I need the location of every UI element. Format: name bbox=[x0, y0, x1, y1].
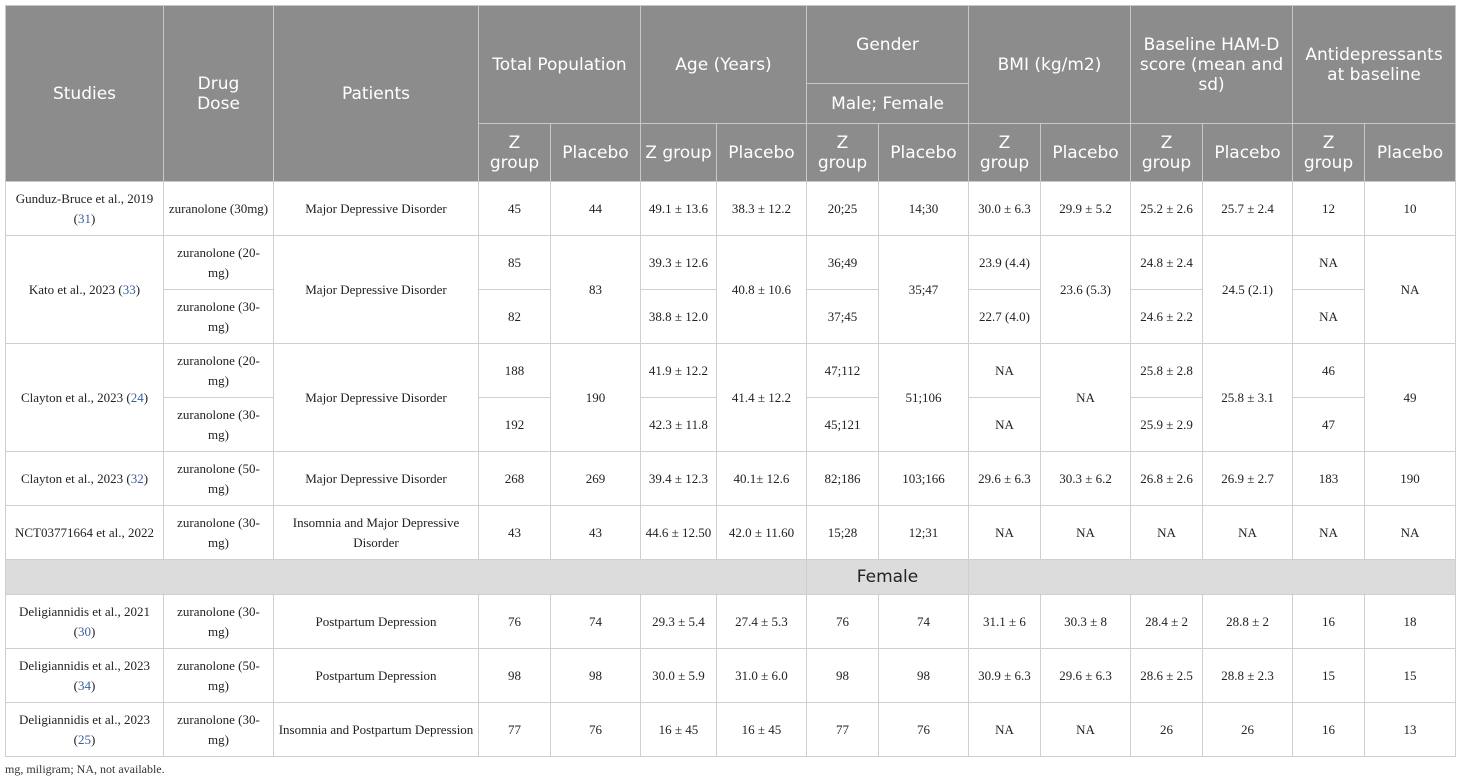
hamd-z-cell: 25.2 ± 2.6 bbox=[1131, 182, 1203, 236]
table-row bbox=[6, 649, 1456, 703]
pop-z-cell: 43 bbox=[479, 506, 551, 560]
hamd-p-cell: 25.7 ± 2.4 bbox=[1203, 182, 1293, 236]
header-bmi: BMI (kg/m2) bbox=[969, 6, 1131, 124]
study-cell: Deligiannidis et al., 2023 (25) bbox=[6, 703, 164, 757]
hamd-p-cell: 26 bbox=[1203, 703, 1293, 757]
header-age-z: Z group bbox=[641, 124, 717, 182]
ad-z-cell: 183 bbox=[1293, 452, 1365, 506]
header-patients: Patients bbox=[274, 6, 479, 182]
ad-p-cell: 15 bbox=[1365, 649, 1456, 703]
hamd-z-cell: 25.8 ± 2.8 bbox=[1131, 344, 1203, 398]
section-label-female: Female bbox=[807, 560, 969, 595]
ad-p-cell: 49 bbox=[1365, 344, 1456, 452]
bmi-p-cell: NA bbox=[1041, 506, 1131, 560]
gender-z-cell: 47;112 bbox=[807, 344, 879, 398]
patients-cell: Insomnia and Major Depressive Disorder bbox=[274, 506, 479, 560]
pop-p-cell: 190 bbox=[551, 344, 641, 452]
dose-cell: zuranolone (30-mg) bbox=[164, 398, 274, 452]
dose-cell: zuranolone (50-mg) bbox=[164, 452, 274, 506]
hamd-z-cell: NA bbox=[1131, 506, 1203, 560]
pop-z-cell: 85 bbox=[479, 236, 551, 290]
patients-cell: Major Depressive Disorder bbox=[274, 452, 479, 506]
patients-cell: Postpartum Depression bbox=[274, 649, 479, 703]
ad-p-cell: 18 bbox=[1365, 595, 1456, 649]
ad-z-cell: NA bbox=[1293, 236, 1365, 290]
gender-z-cell: 82;186 bbox=[807, 452, 879, 506]
bmi-p-cell: 29.6 ± 6.3 bbox=[1041, 649, 1131, 703]
ad-p-cell: 13 bbox=[1365, 703, 1456, 757]
header-bmi-placebo: Placebo bbox=[1041, 124, 1131, 182]
pop-p-cell: 83 bbox=[551, 236, 641, 344]
header-gender: Gender bbox=[807, 6, 969, 84]
gender-z-cell: 76 bbox=[807, 595, 879, 649]
bmi-z-cell: NA bbox=[969, 703, 1041, 757]
ad-z-cell: 47 bbox=[1293, 398, 1365, 452]
gender-p-cell: 12;31 bbox=[879, 506, 969, 560]
separator-blank bbox=[969, 560, 1456, 595]
ad-z-cell: NA bbox=[1293, 290, 1365, 344]
hamd-z-cell: 25.9 ± 2.9 bbox=[1131, 398, 1203, 452]
gender-z-cell: 15;28 bbox=[807, 506, 879, 560]
age-z-cell: 41.9 ± 12.2 bbox=[641, 344, 717, 398]
header-age-placebo: Placebo bbox=[717, 124, 807, 182]
header-hamd: Baseline HAM-D score (mean and sd) bbox=[1131, 6, 1293, 124]
ad-z-cell: 12 bbox=[1293, 182, 1365, 236]
age-p-cell: 40.8 ± 10.6 bbox=[717, 236, 807, 344]
study-cell: Clayton et al., 2023 (24) bbox=[6, 344, 164, 452]
header-pop-z: Z group bbox=[479, 124, 551, 182]
header-hamd-placebo: Placebo bbox=[1203, 124, 1293, 182]
dose-cell: zuranolone (30mg) bbox=[164, 182, 274, 236]
citation-link[interactable]: 25 bbox=[78, 731, 91, 747]
ad-z-cell: 16 bbox=[1293, 595, 1365, 649]
patients-cell: Postpartum Depression bbox=[274, 595, 479, 649]
bmi-z-cell: 29.6 ± 6.3 bbox=[969, 452, 1041, 506]
age-p-cell: 41.4 ± 12.2 bbox=[717, 344, 807, 452]
age-z-cell: 39.4 ± 12.3 bbox=[641, 452, 717, 506]
bmi-p-cell: 30.3 ± 8 bbox=[1041, 595, 1131, 649]
header-gender-z: Z group bbox=[807, 124, 879, 182]
hamd-z-cell: 24.6 ± 2.2 bbox=[1131, 290, 1203, 344]
table-row bbox=[6, 506, 1456, 560]
ad-p-cell: NA bbox=[1365, 236, 1456, 344]
header-bmi-z: Z group bbox=[969, 124, 1041, 182]
age-z-cell: 16 ± 45 bbox=[641, 703, 717, 757]
bmi-p-cell: NA bbox=[1041, 344, 1131, 452]
header-studies: Studies bbox=[6, 6, 164, 182]
bmi-p-cell: 30.3 ± 6.2 bbox=[1041, 452, 1131, 506]
gender-p-cell: 51;106 bbox=[879, 344, 969, 452]
hamd-p-cell: 25.8 ± 3.1 bbox=[1203, 344, 1293, 452]
hamd-p-cell: 28.8 ± 2 bbox=[1203, 595, 1293, 649]
ad-p-cell: NA bbox=[1365, 506, 1456, 560]
age-p-cell: 42.0 ± 11.60 bbox=[717, 506, 807, 560]
hamd-p-cell: 24.5 (2.1) bbox=[1203, 236, 1293, 344]
ad-z-cell: 15 bbox=[1293, 649, 1365, 703]
table-row bbox=[6, 595, 1456, 649]
table-row bbox=[6, 703, 1456, 757]
pop-z-cell: 98 bbox=[479, 649, 551, 703]
bmi-z-cell: NA bbox=[969, 398, 1041, 452]
gender-p-cell: 98 bbox=[879, 649, 969, 703]
hamd-z-cell: 28.4 ± 2 bbox=[1131, 595, 1203, 649]
bmi-p-cell: NA bbox=[1041, 703, 1131, 757]
studies-table bbox=[5, 5, 1456, 757]
dose-cell: zuranolone (30-mg) bbox=[164, 703, 274, 757]
age-p-cell: 16 ± 45 bbox=[717, 703, 807, 757]
bmi-z-cell: 22.7 (4.0) bbox=[969, 290, 1041, 344]
bmi-z-cell: 23.9 (4.4) bbox=[969, 236, 1041, 290]
header-age: Age (Years) bbox=[641, 6, 807, 124]
patients-cell: Major Depressive Disorder bbox=[274, 182, 479, 236]
pop-z-cell: 268 bbox=[479, 452, 551, 506]
age-z-cell: 44.6 ± 12.50 bbox=[641, 506, 717, 560]
bmi-z-cell: NA bbox=[969, 506, 1041, 560]
study-cell: Gunduz-Bruce et al., 2019 (31) bbox=[6, 182, 164, 236]
dose-cell: zuranolone (30-mg) bbox=[164, 506, 274, 560]
citation-link[interactable]: 30 bbox=[78, 623, 91, 639]
header-drug-dose: Drug Dose bbox=[164, 6, 274, 182]
gender-z-cell: 98 bbox=[807, 649, 879, 703]
age-z-cell: 38.8 ± 12.0 bbox=[641, 290, 717, 344]
age-p-cell: 31.0 ± 6.0 bbox=[717, 649, 807, 703]
header-antidepressants: Antidepressants at baseline bbox=[1293, 6, 1456, 124]
citation-link[interactable]: 33 bbox=[122, 281, 136, 297]
gender-z-cell: 20;25 bbox=[807, 182, 879, 236]
bmi-z-cell: 31.1 ± 6 bbox=[969, 595, 1041, 649]
citation-link[interactable]: 31 bbox=[78, 210, 91, 226]
header-gender-sub: Male; Female bbox=[807, 84, 969, 124]
ad-z-cell: NA bbox=[1293, 506, 1365, 560]
header-pop-placebo: Placebo bbox=[551, 124, 641, 182]
patients-cell: Major Depressive Disorder bbox=[274, 236, 479, 344]
age-z-cell: 42.3 ± 11.8 bbox=[641, 398, 717, 452]
gender-p-cell: 74 bbox=[879, 595, 969, 649]
pop-z-cell: 77 bbox=[479, 703, 551, 757]
hamd-p-cell: 26.9 ± 2.7 bbox=[1203, 452, 1293, 506]
gender-z-cell: 36;49 bbox=[807, 236, 879, 290]
header-gender-placebo: Placebo bbox=[879, 124, 969, 182]
ad-p-cell: 10 bbox=[1365, 182, 1456, 236]
dose-cell: zuranolone (20-mg) bbox=[164, 344, 274, 398]
header-total-population: Total Population bbox=[479, 6, 641, 124]
age-z-cell: 30.0 ± 5.9 bbox=[641, 649, 717, 703]
pop-p-cell: 44 bbox=[551, 182, 641, 236]
gender-p-cell: 103;166 bbox=[879, 452, 969, 506]
pop-z-cell: 188 bbox=[479, 344, 551, 398]
ad-p-cell: 190 bbox=[1365, 452, 1456, 506]
hamd-p-cell: NA bbox=[1203, 506, 1293, 560]
ad-z-cell: 16 bbox=[1293, 703, 1365, 757]
header-ad-z: Z group bbox=[1293, 124, 1365, 182]
study-cell: Kato et al., 2023 (33) bbox=[6, 236, 164, 344]
pop-z-cell: 45 bbox=[479, 182, 551, 236]
bmi-p-cell: 23.6 (5.3) bbox=[1041, 236, 1131, 344]
gender-z-cell: 77 bbox=[807, 703, 879, 757]
dose-cell: zuranolone (20-mg) bbox=[164, 236, 274, 290]
header-hamd-z: Z group bbox=[1131, 124, 1203, 182]
study-cell: NCT03771664 et al., 2022 bbox=[6, 506, 164, 560]
header-ad-placebo: Placebo bbox=[1365, 124, 1456, 182]
bmi-p-cell: 29.9 ± 5.2 bbox=[1041, 182, 1131, 236]
table-row bbox=[6, 344, 1456, 398]
citation-link[interactable]: 32 bbox=[130, 470, 144, 486]
gender-p-cell: 14;30 bbox=[879, 182, 969, 236]
age-p-cell: 38.3 ± 12.2 bbox=[717, 182, 807, 236]
patients-cell: Major Depressive Disorder bbox=[274, 344, 479, 452]
hamd-p-cell: 28.8 ± 2.3 bbox=[1203, 649, 1293, 703]
table-footnote: mg, miligram; NA, not available. bbox=[5, 762, 165, 776]
study-cell: Clayton et al., 2023 (32) bbox=[6, 452, 164, 506]
age-z-cell: 39.3 ± 12.6 bbox=[641, 236, 717, 290]
gender-p-cell: 76 bbox=[879, 703, 969, 757]
table-row bbox=[6, 236, 1456, 290]
dose-cell: zuranolone (30-mg) bbox=[164, 595, 274, 649]
pop-p-cell: 76 bbox=[551, 703, 641, 757]
pop-p-cell: 98 bbox=[551, 649, 641, 703]
pop-z-cell: 82 bbox=[479, 290, 551, 344]
section-separator bbox=[6, 560, 1456, 595]
pop-z-cell: 76 bbox=[479, 595, 551, 649]
gender-z-cell: 45;121 bbox=[807, 398, 879, 452]
pop-p-cell: 269 bbox=[551, 452, 641, 506]
separator-blank bbox=[6, 560, 807, 595]
gender-z-cell: 37;45 bbox=[807, 290, 879, 344]
age-p-cell: 40.1± 12.6 bbox=[717, 452, 807, 506]
patients-cell: Insomnia and Postpartum Depression bbox=[274, 703, 479, 757]
pop-p-cell: 74 bbox=[551, 595, 641, 649]
table-row bbox=[6, 182, 1456, 236]
bmi-z-cell: 30.9 ± 6.3 bbox=[969, 649, 1041, 703]
hamd-z-cell: 28.6 ± 2.5 bbox=[1131, 649, 1203, 703]
table-wrapper bbox=[5, 5, 1456, 777]
pop-z-cell: 192 bbox=[479, 398, 551, 452]
study-cell: Deligiannidis et al., 2023 (34) bbox=[6, 649, 164, 703]
hamd-z-cell: 24.8 ± 2.4 bbox=[1131, 236, 1203, 290]
dose-cell: zuranolone (50-mg) bbox=[164, 649, 274, 703]
hamd-z-cell: 26 bbox=[1131, 703, 1203, 757]
gender-p-cell: 35;47 bbox=[879, 236, 969, 344]
age-p-cell: 27.4 ± 5.3 bbox=[717, 595, 807, 649]
bmi-z-cell: 30.0 ± 6.3 bbox=[969, 182, 1041, 236]
table-row bbox=[6, 452, 1456, 506]
dose-cell: zuranolone (30-mg) bbox=[164, 290, 274, 344]
age-z-cell: 29.3 ± 5.4 bbox=[641, 595, 717, 649]
age-z-cell: 49.1 ± 13.6 bbox=[641, 182, 717, 236]
pop-p-cell: 43 bbox=[551, 506, 641, 560]
citation-link[interactable]: 24 bbox=[130, 389, 144, 405]
study-cell: Deligiannidis et al., 2021 (30) bbox=[6, 595, 164, 649]
citation-link[interactable]: 34 bbox=[78, 677, 91, 693]
ad-z-cell: 46 bbox=[1293, 344, 1365, 398]
hamd-z-cell: 26.8 ± 2.6 bbox=[1131, 452, 1203, 506]
bmi-z-cell: NA bbox=[969, 344, 1041, 398]
